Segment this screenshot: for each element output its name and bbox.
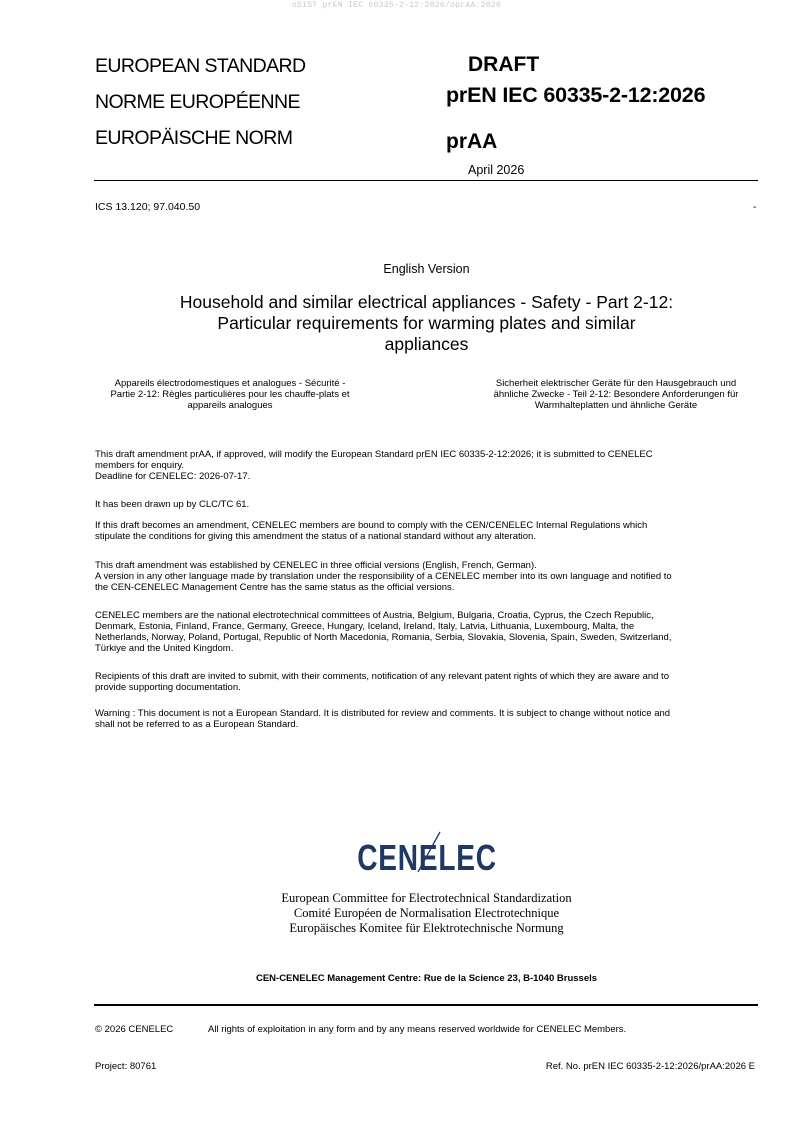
text-line: stipulate the conditions for giving this amendment the status of a national standard without any alteration. xyxy=(95,531,536,542)
org-name-de: Europäisches Komitee für Elektrotechnische Normung xyxy=(289,921,564,935)
text-line: members for enquiry. xyxy=(95,460,185,471)
watermark: oSIST prEN IEC 60335-2-12:2026/oprAA:2026 xyxy=(291,1,502,10)
title-line: appliances xyxy=(384,334,469,354)
standard-name-de: EUROPÄISCHE NORM xyxy=(95,127,293,149)
draft-label: DRAFT xyxy=(468,53,540,76)
document-title xyxy=(95,292,758,355)
paragraph-patent-rights xyxy=(95,671,760,693)
title-german xyxy=(470,378,762,411)
text-line: This draft amendment was established by CENELEC in three official versions (English, French, German). xyxy=(95,560,537,571)
cenelec-logo-mark xyxy=(352,826,502,876)
title-fr-line: Appareils électrodomestiques et analogues - Sécurité - xyxy=(114,378,346,389)
title-de-line: Sicherheit elektrischer Geräte für den Hausgebrauch und xyxy=(495,378,737,389)
footer-divider xyxy=(94,1004,758,1006)
draft-number: prEN IEC 60335-2-12:2026 xyxy=(446,83,706,107)
text-line: Türkiye and the United Kingdom. xyxy=(95,643,234,654)
title-de-line: ähnliche Zwecke - Teil 2-12: Besondere Anforderungen für xyxy=(493,389,739,400)
text-line: Deadline for CENELEC: 2026-07-17. xyxy=(95,471,251,482)
supersedes-field: - xyxy=(753,201,757,213)
title-fr-line: appareils analogues xyxy=(187,400,273,411)
org-name-fr: Comité Européen de Normalisation Electrotechnique xyxy=(293,906,560,920)
standard-name-en: EUROPEAN STANDARD xyxy=(95,55,306,77)
text-line: Warning : This document is not a European Standard. It is distributed for review and comments. It is subject to change without notice and xyxy=(95,708,671,719)
cenelec-logo-text: CENELEC xyxy=(356,837,497,876)
reference-number: Ref. No. prEN IEC 60335-2-12:2026/prAA:2026 E xyxy=(545,1061,755,1072)
rights-statement: All rights of exploitation in any form and by any means reserved worldwide for CENELEC Members. xyxy=(208,1024,627,1035)
paragraph-enquiry xyxy=(95,449,760,482)
org-name-en: European Committee for Electrotechnical Standardization xyxy=(281,891,572,905)
text-line: If this draft becomes an amendment, CENELEC members are bound to comply with the CEN/CENELEC Internal Regulations which xyxy=(95,520,648,531)
organisation-names xyxy=(0,891,793,936)
text-line: the CEN-CENELEC Management Centre has the same status as the official versions. xyxy=(95,582,455,593)
text-line: It has been drawn up by CLC/TC 61. xyxy=(95,499,250,510)
text-line: CENELEC members are the national electrotechnical committees of Austria, Belgium, Bulgaria, Croatia, Cyprus, the Czech Republic, xyxy=(95,610,654,621)
cenelec-logo xyxy=(0,826,793,881)
paragraph-warning xyxy=(95,708,760,730)
header-divider xyxy=(94,180,758,181)
version-label: English Version xyxy=(383,262,470,276)
paragraph-committee xyxy=(95,499,760,510)
paragraph-amendment-status xyxy=(95,520,760,542)
text-line: provide supporting documentation. xyxy=(95,682,241,693)
title-line: Particular requirements for warming plates and similar xyxy=(217,313,636,333)
title-de-line: Warmhalteplatten und ähnliche Geräte xyxy=(534,400,698,411)
text-line: Denmark, Estonia, Finland, France, Germany, Greece, Hungary, Iceland, Ireland, Italy, Latvia, Lithuania, Luxembourg, Malta, the xyxy=(95,621,635,632)
title-fr-line: Partie 2-12: Règles particulières pour les chauffe-plats et xyxy=(110,389,350,400)
title-line: Household and similar electrical appliances - Safety - Part 2-12: xyxy=(179,292,674,312)
text-line: A version in any other language made by translation under the responsibility of a CENELEC member into its own language and notified to xyxy=(95,571,672,582)
publication-date: April 2026 xyxy=(468,163,525,177)
text-line: Recipients of this draft are invited to submit, with their comments, notification of any relevant patent rights of which they are aware and to xyxy=(95,671,669,682)
text-line: shall not be referred to as a European Standard. xyxy=(95,719,299,730)
standard-name-fr: NORME EUROPÉENNE xyxy=(95,91,300,113)
text-line: This draft amendment prAA, if approved, will modify the European Standard prEN IEC 60335-2-12:2026; it is submitted to CENELEC xyxy=(95,449,653,460)
management-centre-address: CEN-CENELEC Management Centre: Rue de la Science 23, B-1040 Brussels xyxy=(255,973,598,984)
copyright-notice: © 2026 CENELEC xyxy=(95,1024,174,1035)
project-number: Project: 80761 xyxy=(95,1061,157,1072)
amendment-label: prAA xyxy=(446,130,498,153)
paragraph-official-versions xyxy=(95,560,760,593)
title-french xyxy=(95,378,365,411)
paragraph-members xyxy=(95,610,760,654)
ics-code: ICS 13.120; 97.040.50 xyxy=(95,201,201,213)
text-line: Netherlands, Norway, Poland, Portugal, Republic of North Macedonia, Romania, Serbia, Slovakia, Slovenia, Spain, Sweden, Switzerland, xyxy=(95,632,672,643)
